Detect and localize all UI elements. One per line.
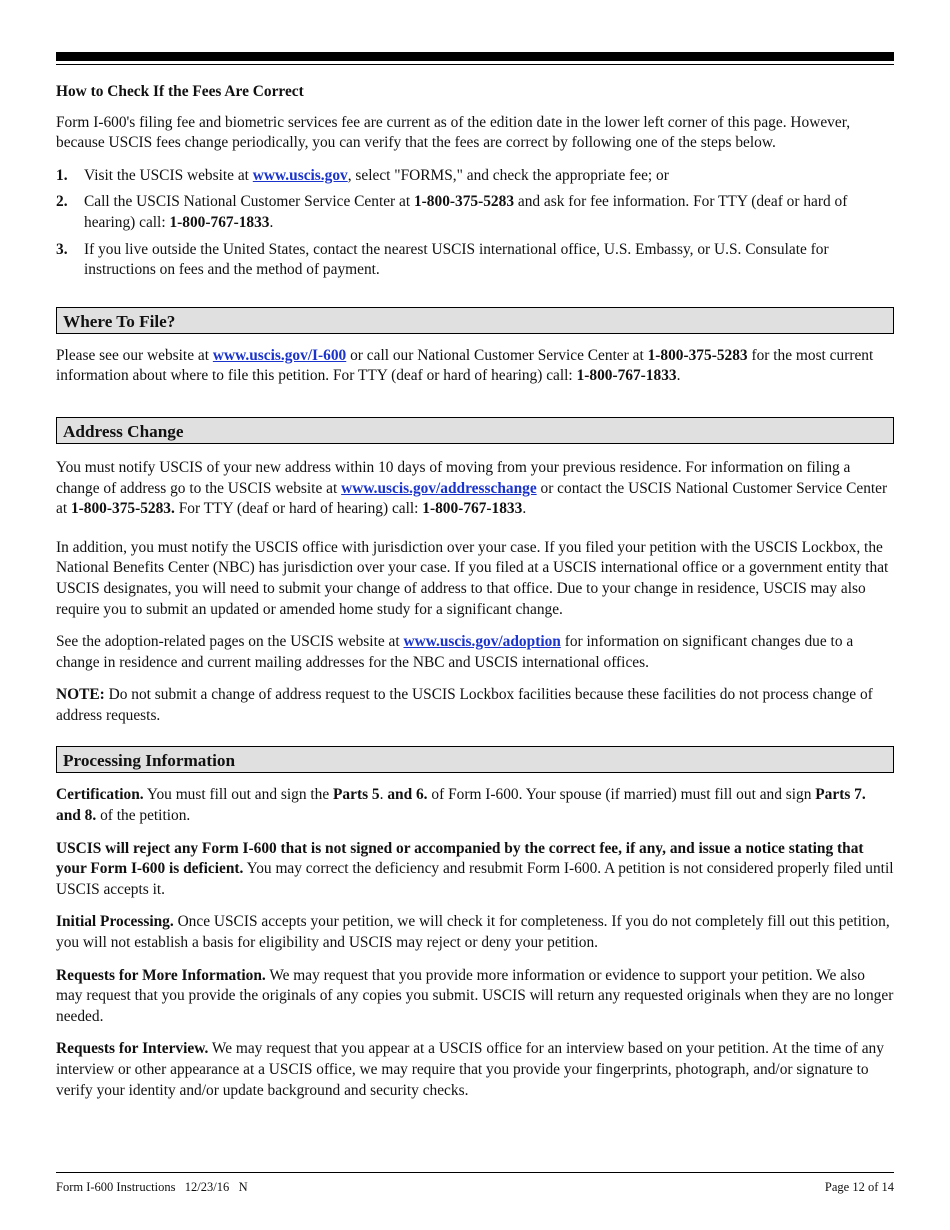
text-span: or contact the USCIS National Customer Service Center at (56, 479, 888, 518)
rejection-para (56, 839, 894, 901)
bold-label: Parts 7. and 8. (56, 786, 866, 825)
text-span: Once USCIS accepts your petition, we will check it for completeness. If you do not completely fill out this petition, you will not establish a basis for eligibility and USCIS may reject or deny your petition. (56, 913, 890, 952)
text-span: of Form I-600. Your spouse (if married) must fill out and sign (427, 786, 816, 804)
step-item (56, 192, 894, 233)
text-span: . (379, 786, 388, 804)
phone-number: 1-800-375-5283 (647, 346, 748, 364)
step-item (56, 240, 894, 281)
step-number: 1. (56, 166, 68, 184)
certification-para (56, 785, 894, 826)
more-information-para (56, 966, 894, 1028)
text-span: We may request that you provide more information or evidence to support your petition. We also may request that you provide the originals of any copies you submit. USCIS will return any requested originals when they are no longer needed. (56, 966, 894, 1025)
where-to-file-text (56, 346, 894, 387)
step-text: , select "FORMS," and check the appropriate fee; or (347, 166, 669, 184)
step-number: 2. (56, 193, 68, 211)
text-span: We may request that you appear at a USCIS office for an interview based on your petition. At the time of any interview or other appearance at a USCIS office, we may require that you provide your fingerprints, photograph, and/or signature to verify your identity and/or update background and security checks. (56, 1040, 884, 1099)
address-change-para-2: In addition, you must notify the USCIS office with jurisdiction over your case. If you filed your petition with the USCIS Lockbox, the National Benefits Center (NBC) has jurisdiction over your case. If you filed at a USCIS international office or a government entity that USCIS designates, you will need to submit your change of address to that office. Due to your change in residence, USCIS may also require you to submit an updated or amended home study for a significant change. (56, 538, 889, 618)
text-span: You must fill out and sign the (143, 786, 334, 804)
text-span: See the adoption-related pages on the USCIS website at (56, 633, 404, 651)
bold-label: Certification. (56, 786, 144, 804)
address-change-note (56, 685, 894, 726)
address-change-para-3 (56, 632, 894, 673)
step-text: and ask for fee information. For TTY (deaf or hard of hearing) call: (84, 193, 848, 231)
text-span: For TTY (deaf or hard of hearing) call: (174, 500, 423, 518)
phone-number: 1-800-375-5283 (413, 193, 515, 211)
section-address-change: Address Change (56, 417, 894, 444)
addresschange-link[interactable]: www.uscis.gov/addresschange (341, 479, 537, 497)
address-change-para-1 (56, 458, 894, 520)
text-span: . (676, 367, 681, 385)
tty-number: 1-800-767-1833 (169, 213, 270, 231)
page-content (56, 82, 894, 1113)
step-text: If you live outside the United States, contact the nearest USCIS international office, U.S. Embassy, or U.S. Consulate for instructions on fees and the method of payment. (84, 240, 829, 279)
fees-check-heading: How to Check If the Fees Are Correct (56, 83, 304, 100)
text-span: or call our National Customer Service Center at (346, 346, 648, 364)
step-text: Call the USCIS National Customer Service Center at (84, 193, 414, 211)
header-rule-thin (56, 64, 894, 65)
step-text: . (269, 213, 274, 231)
text-span: . (522, 500, 527, 518)
step-item (56, 166, 894, 187)
section-where-to-file: Where To File? (56, 307, 894, 334)
section-processing-information: Processing Information (56, 746, 894, 773)
interview-para (56, 1039, 894, 1101)
fees-check-steps (56, 166, 894, 281)
step-text: Visit the USCIS website at (84, 166, 253, 184)
note-label: NOTE: (56, 686, 105, 704)
fees-check-intro: Form I-600's filing fee and biometric services fee are current as of the edition date in the lower left corner of this page. However, because USCIS fees change periodically, you can verify that the fees are correct by following one of the steps below. (56, 113, 851, 152)
text-span: for information on significant changes due to a change in residence and current mailing addresses for the NBC and USCIS international offices. (56, 633, 854, 671)
footer-rule (56, 1172, 894, 1173)
tty-number: 1-800-767-1833 (576, 367, 677, 385)
bold-label: Requests for More Information. (56, 966, 266, 984)
text-span: Please see our website at (56, 346, 213, 364)
step-number: 3. (56, 240, 68, 258)
text-span: Do not submit a change of address request to the USCIS Lockbox facilities because these facilities do not process change of address requests. (56, 686, 873, 724)
i600-website-link[interactable]: www.uscis.gov/I-600 (212, 346, 347, 364)
bold-label: Requests for Interview. (56, 1040, 209, 1058)
adoption-link[interactable]: www.uscis.gov/adoption (403, 633, 561, 651)
bold-label: and 6. (387, 786, 428, 804)
bold-label: Parts 5 (333, 786, 380, 804)
footer-page-number: Page 12 of 14 (824, 1180, 894, 1194)
bold-label: USCIS will reject any Form I-600 that is not signed or accompanied by the correct fee, if any, and issue a notice stating that your Form I-600 is deficient. (56, 839, 864, 878)
text-span: You may correct the deficiency and resubmit Form I-600. A petition is not considered properly filed until USCIS accepts it. (56, 860, 894, 898)
phone-number: 1-800-375-5283. (70, 500, 175, 518)
footer-form-edition: Form I-600 Instructions 12/23/16 N (56, 1180, 248, 1194)
uscis-website-link[interactable]: www.uscis.gov (252, 166, 348, 184)
initial-processing-para (56, 912, 894, 953)
text-span: for the most current information about where to file this petition. For TTY (deaf or hard of hearing) call: (56, 346, 874, 385)
header-rule-thick (56, 52, 894, 61)
text-span: of the petition. (96, 807, 191, 825)
text-span: You must notify USCIS of your new address within 10 days of moving from your previous residence. For information on filing a change of address go to the USCIS website at (56, 458, 851, 497)
bold-label: Initial Processing. (56, 913, 174, 931)
tty-number: 1-800-767-1833 (422, 500, 523, 518)
